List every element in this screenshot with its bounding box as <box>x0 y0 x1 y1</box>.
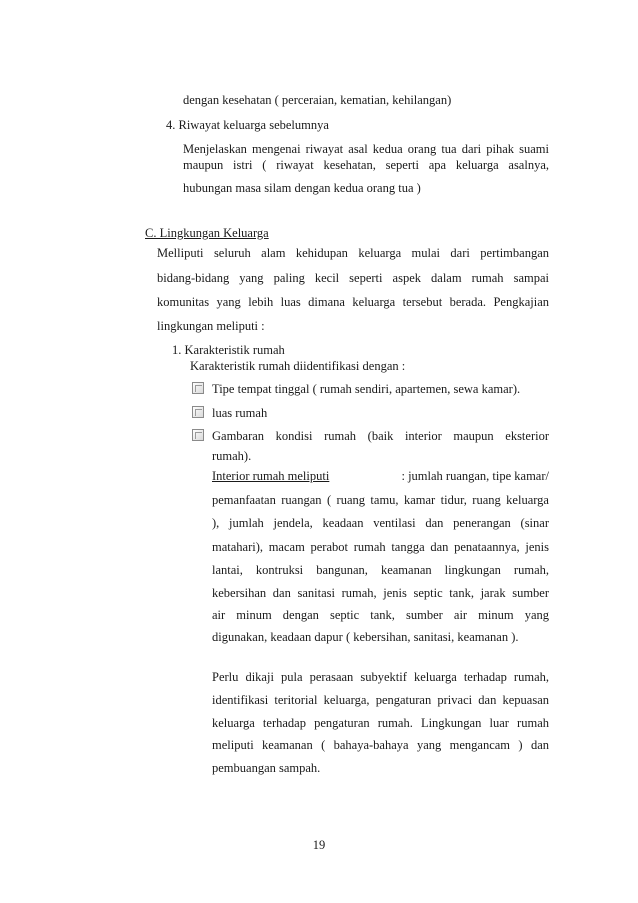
text-line: maupun istri ( riwayat kesehatan, seperti apa keluarga asalnya, <box>183 158 549 172</box>
text-line: matahari), macam perabot rumah tangga dan penataannya, jenis <box>212 540 549 554</box>
text-line: Perlu dikaji pula perasaan subyektif keluarga terhadap rumah, <box>212 670 549 684</box>
bullet-item: Gambaran kondisi rumah (baik interior maupun eksterior <box>212 429 549 443</box>
text-line: Melliputi seluruh alam kehidupan keluarga mulai dari pertimbangan <box>157 246 549 260</box>
bullet-image-icon <box>192 406 204 418</box>
underlined-label: Interior rumah meliputi <box>212 469 330 483</box>
page-number: 19 <box>312 838 326 852</box>
list-item-4: 4. Riwayat keluarga sebelumnya <box>166 118 329 132</box>
section-heading: C. Lingkungan Keluarga <box>145 226 269 240</box>
bullet-image-icon <box>192 382 204 394</box>
text-line: identifikasi teritorial keluarga, pengaturan privaci dan kepuasan <box>212 693 549 707</box>
text-line: Karakteristik rumah diidentifikasi dengan : <box>190 359 406 373</box>
text-line: hubungan masa silam dengan kedua orang tua ) <box>183 181 421 195</box>
text-line: ), jumlah jendela, keadaan ventilasi dan penerangan (sinar <box>212 516 549 530</box>
text-line: pemanfaatan ruangan ( ruang tamu, kamar tidur, ruang keluarga <box>212 493 549 507</box>
text-line: pembuangan sampah. <box>212 761 321 775</box>
text-line: lantai, kontruksi bangunan, keamanan lingkungan rumah, <box>212 563 549 577</box>
text-line: digunakan, keadaan dapur ( kebersihan, sanitasi, keamanan ). <box>212 630 519 644</box>
text-line: komunitas yang lebih luas dimana keluarga tersebut berada. Pengkajian <box>157 295 549 309</box>
text-line: meliputi keamanan ( bahaya-bahaya yang mengancam ) dan <box>212 738 549 752</box>
bullet-image-icon <box>192 429 204 441</box>
bullet-item: luas rumah <box>212 406 268 420</box>
text-line <box>212 468 549 484</box>
bullet-item: Tipe tempat tinggal ( rumah sendiri, apartemen, sewa kamar). <box>212 382 521 396</box>
list-item-1: 1. Karakteristik rumah <box>172 343 285 357</box>
text-line: bidang-bidang yang paling kecil seperti aspek dalam rumah sampai <box>157 271 549 285</box>
text-line: kebersihan dan sanitasi rumah, jenis septic tank, jarak sumber <box>212 586 549 600</box>
text-line: keluarga terhadap pengaturan rumah. Lingkungan luar rumah <box>212 716 549 730</box>
text-line: dengan kesehatan ( perceraian, kematian, kehilangan) <box>183 93 452 107</box>
text-span: : jumlah ruangan, tipe kamar/ <box>401 469 549 483</box>
text-line: rumah). <box>212 449 252 463</box>
text-line: Menjelaskan mengenai riwayat asal kedua orang tua dari pihak suami <box>183 142 549 156</box>
text-line: lingkungan meliputi : <box>157 319 265 333</box>
text-line: air minum dengan septic tank, sumber air minum yang <box>212 608 549 622</box>
